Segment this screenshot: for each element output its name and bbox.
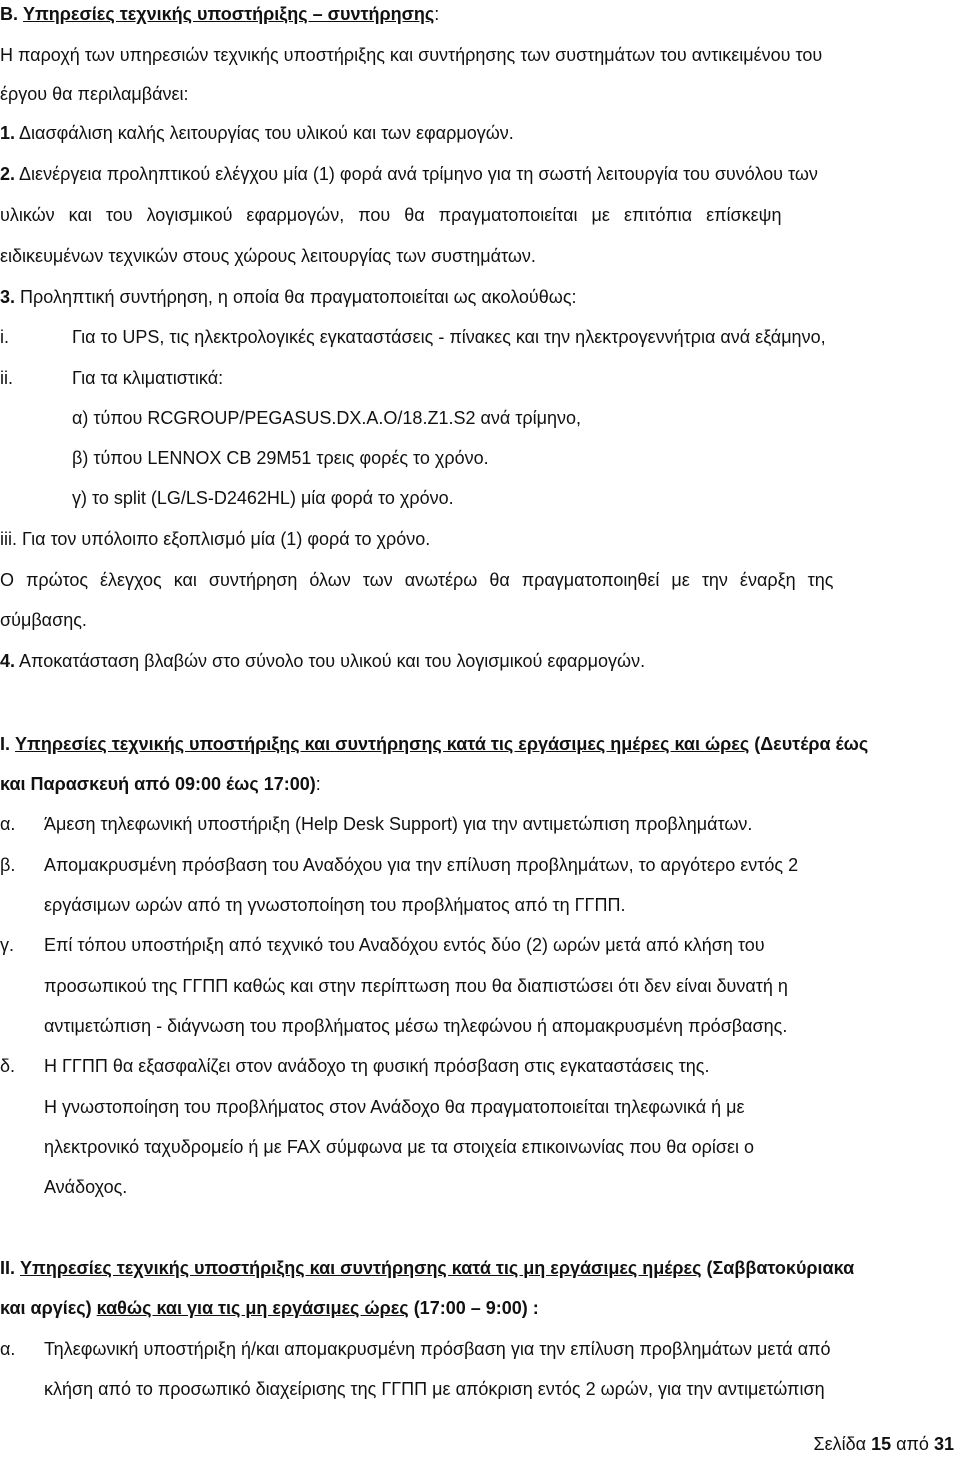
- item-text: Διασφάλιση καλής λειτουργίας του υλικού και των εφαρμογών.: [19, 123, 514, 143]
- colon: :: [315, 774, 321, 794]
- section-label: B.: [0, 4, 18, 24]
- sec-i-d-line-1: Η ΓΓΠΠ θα εξασφαλίζει στον ανάδοχο τη φυσική πρόσβαση στις εγκαταστάσεις της.: [44, 1056, 710, 1076]
- section-ii-heading: [0, 1256, 854, 1280]
- intro-text: Η παροχή των υπηρεσιών τεχνικής υποστήριξης και συντήρησης των συστημάτων του αντικειμένου του: [0, 45, 823, 65]
- item-number: 3.: [0, 287, 16, 307]
- item-text: Διενέργεια προληπτικού ελέγχου μία (1) φορά ανά τρίμηνο για τη σωστή λειτουργία του συνόλου των: [19, 164, 818, 184]
- sec-ii-a-line-2: κλήση από το προσωπικό διαχείρισης της ΓΓΠΠ με απόκριση εντός 2 ωρών, για την αντιμετώπιση: [44, 1379, 825, 1399]
- sub-i-text: Για το UPS, τις ηλεκτρολογικές εγκαταστάσεις - πίνακες και την ηλεκτρογεννήτρια ανά εξάμηνο,: [72, 327, 826, 347]
- section-b-heading: [0, 2, 439, 26]
- item-3: [0, 285, 577, 309]
- item-text: Αποκατάσταση βλαβών στο σύνολο του υλικού και του λογισμικού εφαρμογών.: [19, 651, 646, 671]
- sec-i-c-label: γ.: [0, 935, 15, 955]
- section-paren: και αργίες): [0, 1298, 92, 1318]
- section-paren: (Σαββατοκύριακα: [706, 1258, 855, 1278]
- item-2-line-2: [0, 203, 782, 227]
- section-title-2: καθώς και για τις μη εργάσιμες ώρες: [96, 1298, 409, 1318]
- section-i-heading: [0, 732, 868, 756]
- note-line-2: σύμβασης.: [0, 610, 87, 630]
- sub-iii: [0, 527, 430, 551]
- sec-i-b-line-1: Απομακρυσμένη πρόσβαση του Αναδόχου για την επίλυση προβλημάτων, το αργότερο εντός 2: [44, 855, 799, 875]
- sec-ii-a-label: α.: [0, 1339, 16, 1359]
- sec-i-c-line-1: Επί τόπου υποστήριξη από τεχνικό του Αναδόχου εντός δύο (2) ωρών μετά από κλήση του: [44, 935, 765, 955]
- section-ii-heading-2: [0, 1296, 539, 1320]
- section-title: Υπηρεσίες τεχνικής υποστήριξης και συντήρησης κατά τις εργάσιμες ημέρες και ώρες: [15, 734, 750, 754]
- note-line-1: [0, 568, 956, 592]
- section-paren: (Δευτέρα έως: [754, 734, 869, 754]
- sec-i-c-line-3: αντιμετώπιση - διάγνωση του προβλήματος μέσω τηλεφώνου ή απομακρυσμένη πρόσβασης.: [44, 1016, 788, 1036]
- item-number: 4.: [0, 651, 16, 671]
- sub-iii-text: Για τον υπόλοιπο εξοπλισμό μία (1) φορά το χρόνο.: [22, 529, 431, 549]
- section-i-heading-2: [0, 772, 321, 796]
- sec-i-b-label: β.: [0, 855, 16, 875]
- intro-line-1: [0, 43, 956, 67]
- sub-ii-b: β) τύπου LENNOX CB 29M51 τρεις φορές το χρόνο.: [72, 448, 489, 468]
- item-number: 1.: [0, 123, 16, 143]
- footer-page: 15: [871, 1434, 892, 1454]
- footer-mid: από: [896, 1434, 929, 1454]
- item-1: [0, 121, 514, 145]
- item-2: [0, 162, 818, 186]
- sec-i-b-line-2: εργάσιμων ωρών από τη γνωστοποίηση του προβλήματος από τη ΓΓΠΠ.: [44, 895, 626, 915]
- section-label: II.: [0, 1258, 16, 1278]
- sec-i-d-line-3: ηλεκτρονικό ταχυδρομείο ή με FAX σύμφωνα με τα στοιχεία επικοινωνίας που θα ορίσει ο: [44, 1137, 755, 1157]
- sec-i-d-line-4: Ανάδοχος.: [44, 1177, 128, 1197]
- sub-ii-a: α) τύπου RCGROUP/PEGASUS.DX.A.O/18.Z1.S2 ανά τρίμηνο,: [72, 408, 582, 428]
- intro-line-2: έργου θα περιλαμβάνει:: [0, 84, 189, 104]
- item-number: 2.: [0, 164, 16, 184]
- colon: :: [434, 4, 440, 24]
- section-label: I.: [0, 734, 11, 754]
- item-text: υλικών και του λογισμικού εφαρμογών, που θα πραγματοποιείται με επιτόπια επίσκεψη: [0, 205, 782, 225]
- item-text: Προληπτική συντήρηση, η οποία θα πραγματοποιείται ως ακολούθως:: [20, 287, 577, 307]
- item-2-line-3: ειδικευμένων τεχνικών στους χώρους λειτουργίας των συστημάτων.: [0, 246, 536, 266]
- section-paren: και Παρασκευή από 09:00 έως 17:00): [0, 774, 316, 794]
- section-title: Υπηρεσίες τεχνικής υποστήριξης – συντήρησης: [23, 4, 435, 24]
- sub-i-num: i.: [0, 327, 9, 347]
- sub-iii-num: iii.: [0, 529, 17, 549]
- sec-i-d-line-2: Η γνωστοποίηση του προβλήματος στον Ανάδοχο θα πραγματοποιείται τηλεφωνικά ή με: [44, 1097, 745, 1117]
- section-title: Υπηρεσίες τεχνικής υποστήριξης και συντήρησης κατά τις μη εργάσιμες ημέρες: [20, 1258, 702, 1278]
- sec-ii-a-line-1: Τηλεφωνική υποστήριξη ή/και απομακρυσμένη πρόσβαση για την επίλυση προβλημάτων μετά από: [44, 1339, 831, 1359]
- sub-ii-c: γ) το split (LG/LS-D2462HL) μία φορά το χρόνο.: [72, 488, 454, 508]
- sub-ii-num: ii.: [0, 368, 13, 388]
- sub-ii-text: Για τα κλιματιστικά:: [72, 368, 224, 388]
- note-text: Ο πρώτος έλεγχος και συντήρηση όλων των ανωτέρω θα πραγματοποιηθεί με την έναρξη της: [0, 570, 834, 590]
- page-footer: [813, 1434, 954, 1455]
- item-4: [0, 649, 645, 673]
- sec-i-a-label: α.: [0, 814, 16, 834]
- footer-prefix: Σελίδα: [813, 1434, 867, 1454]
- sec-i-c-line-2: προσωπικού της ΓΓΠΠ καθώς και στην περίπτωση που θα διαπιστώσει ότι δεν είναι δυνατή η: [44, 976, 788, 996]
- sec-i-a-text: Άμεση τηλεφωνική υποστήριξη (Help Desk Support) για την αντιμετώπιση προβλημάτων.: [44, 814, 753, 834]
- section-hours: (17:00 – 9:00) :: [413, 1298, 539, 1318]
- justified-line: [0, 43, 956, 67]
- footer-total: 31: [933, 1434, 954, 1454]
- sec-i-d-label: δ.: [0, 1056, 16, 1076]
